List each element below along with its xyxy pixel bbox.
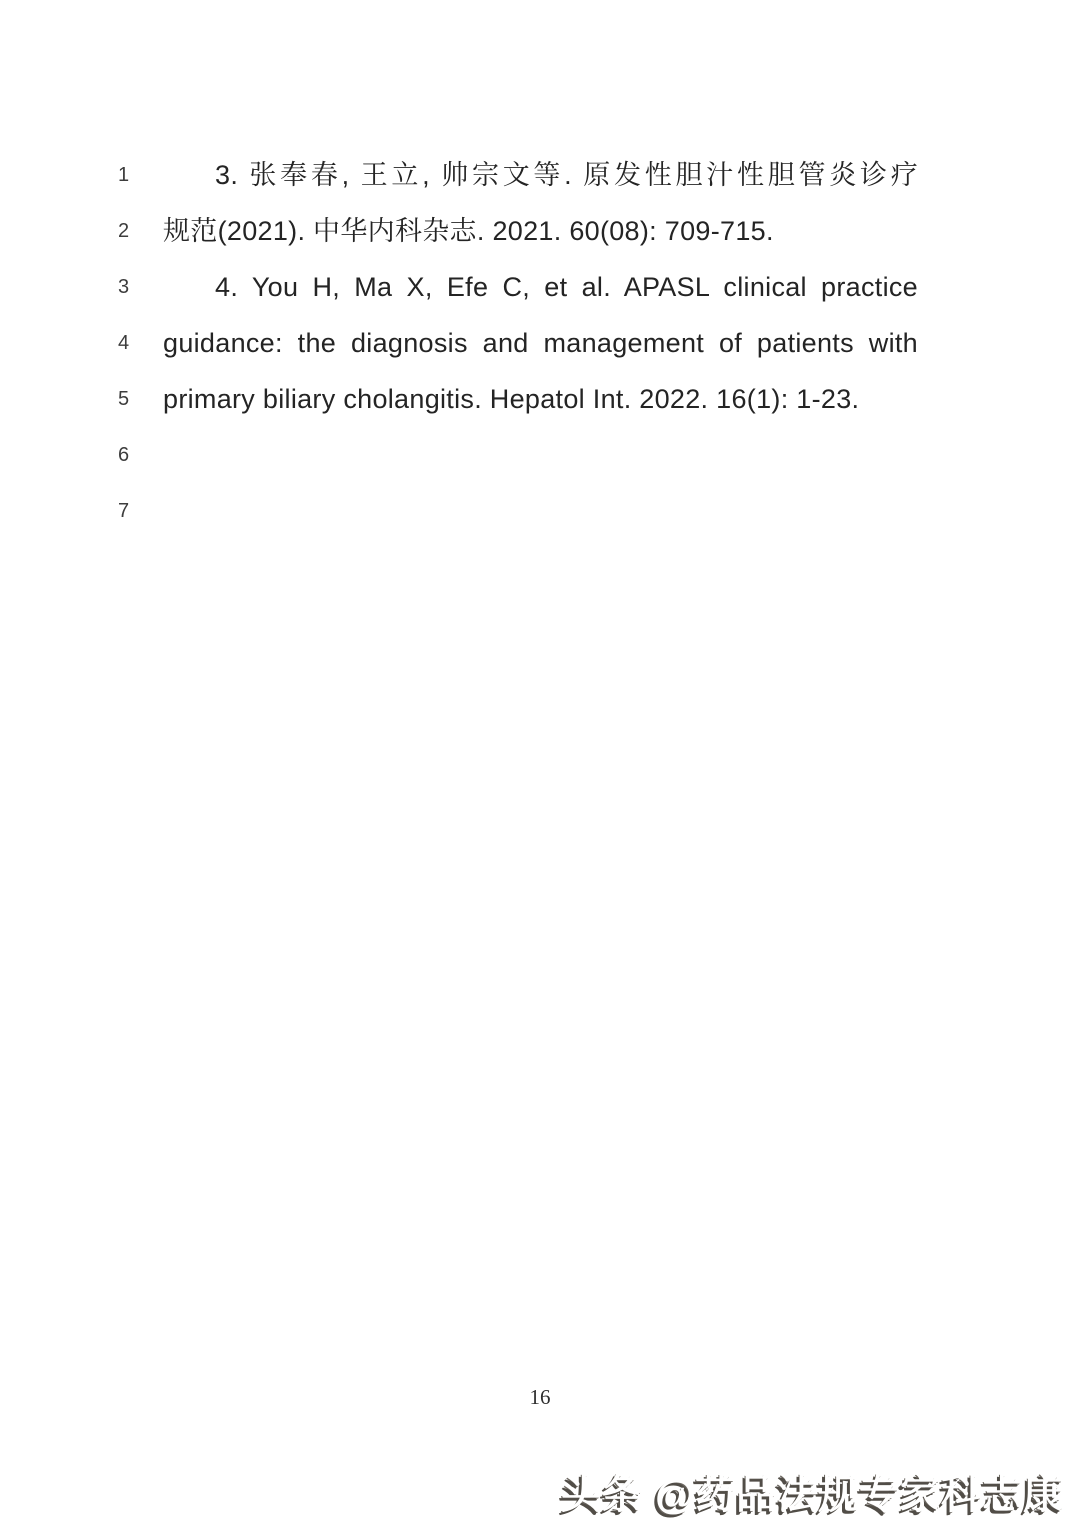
- line-number: 2: [118, 220, 130, 242]
- line-number: 1: [118, 164, 130, 186]
- document-line-6: [0, 427, 1080, 483]
- document-line-2: [0, 203, 1080, 259]
- toutiao-watermark: 头条 @药品法规专家科志康: [560, 1473, 1064, 1517]
- page-number: 16: [529, 1385, 551, 1409]
- document-line-5: [0, 371, 1080, 427]
- document-line-1: [0, 147, 1080, 203]
- line-number: 3: [118, 276, 130, 298]
- line-text: 4. You H, Ma X, Efe C, et al. APASL clinical practice: [215, 272, 918, 302]
- line-text: primary biliary cholangitis. Hepatol Int. 2022. 16(1): 1-23.: [163, 384, 860, 414]
- line-text: [163, 427, 918, 483]
- document-line-3: [0, 259, 1080, 315]
- line-number: 7: [118, 500, 130, 522]
- line-number: 5: [118, 388, 130, 410]
- line-text: [163, 483, 918, 539]
- line-text: guidance: the diagnosis and management of patients with: [163, 328, 918, 358]
- document-line-4: [0, 315, 1080, 371]
- line-text: 3. 张奉春, 王立, 帅宗文等. 原发性胆汁性胆管炎诊疗: [215, 160, 918, 190]
- line-number: 4: [118, 332, 130, 354]
- references-section: [0, 147, 1080, 539]
- line-number: 6: [118, 444, 130, 466]
- line-text: 规范(2021). 中华内科杂志. 2021. 60(08): 709-715.: [163, 216, 774, 246]
- document-line-7: [0, 483, 1080, 539]
